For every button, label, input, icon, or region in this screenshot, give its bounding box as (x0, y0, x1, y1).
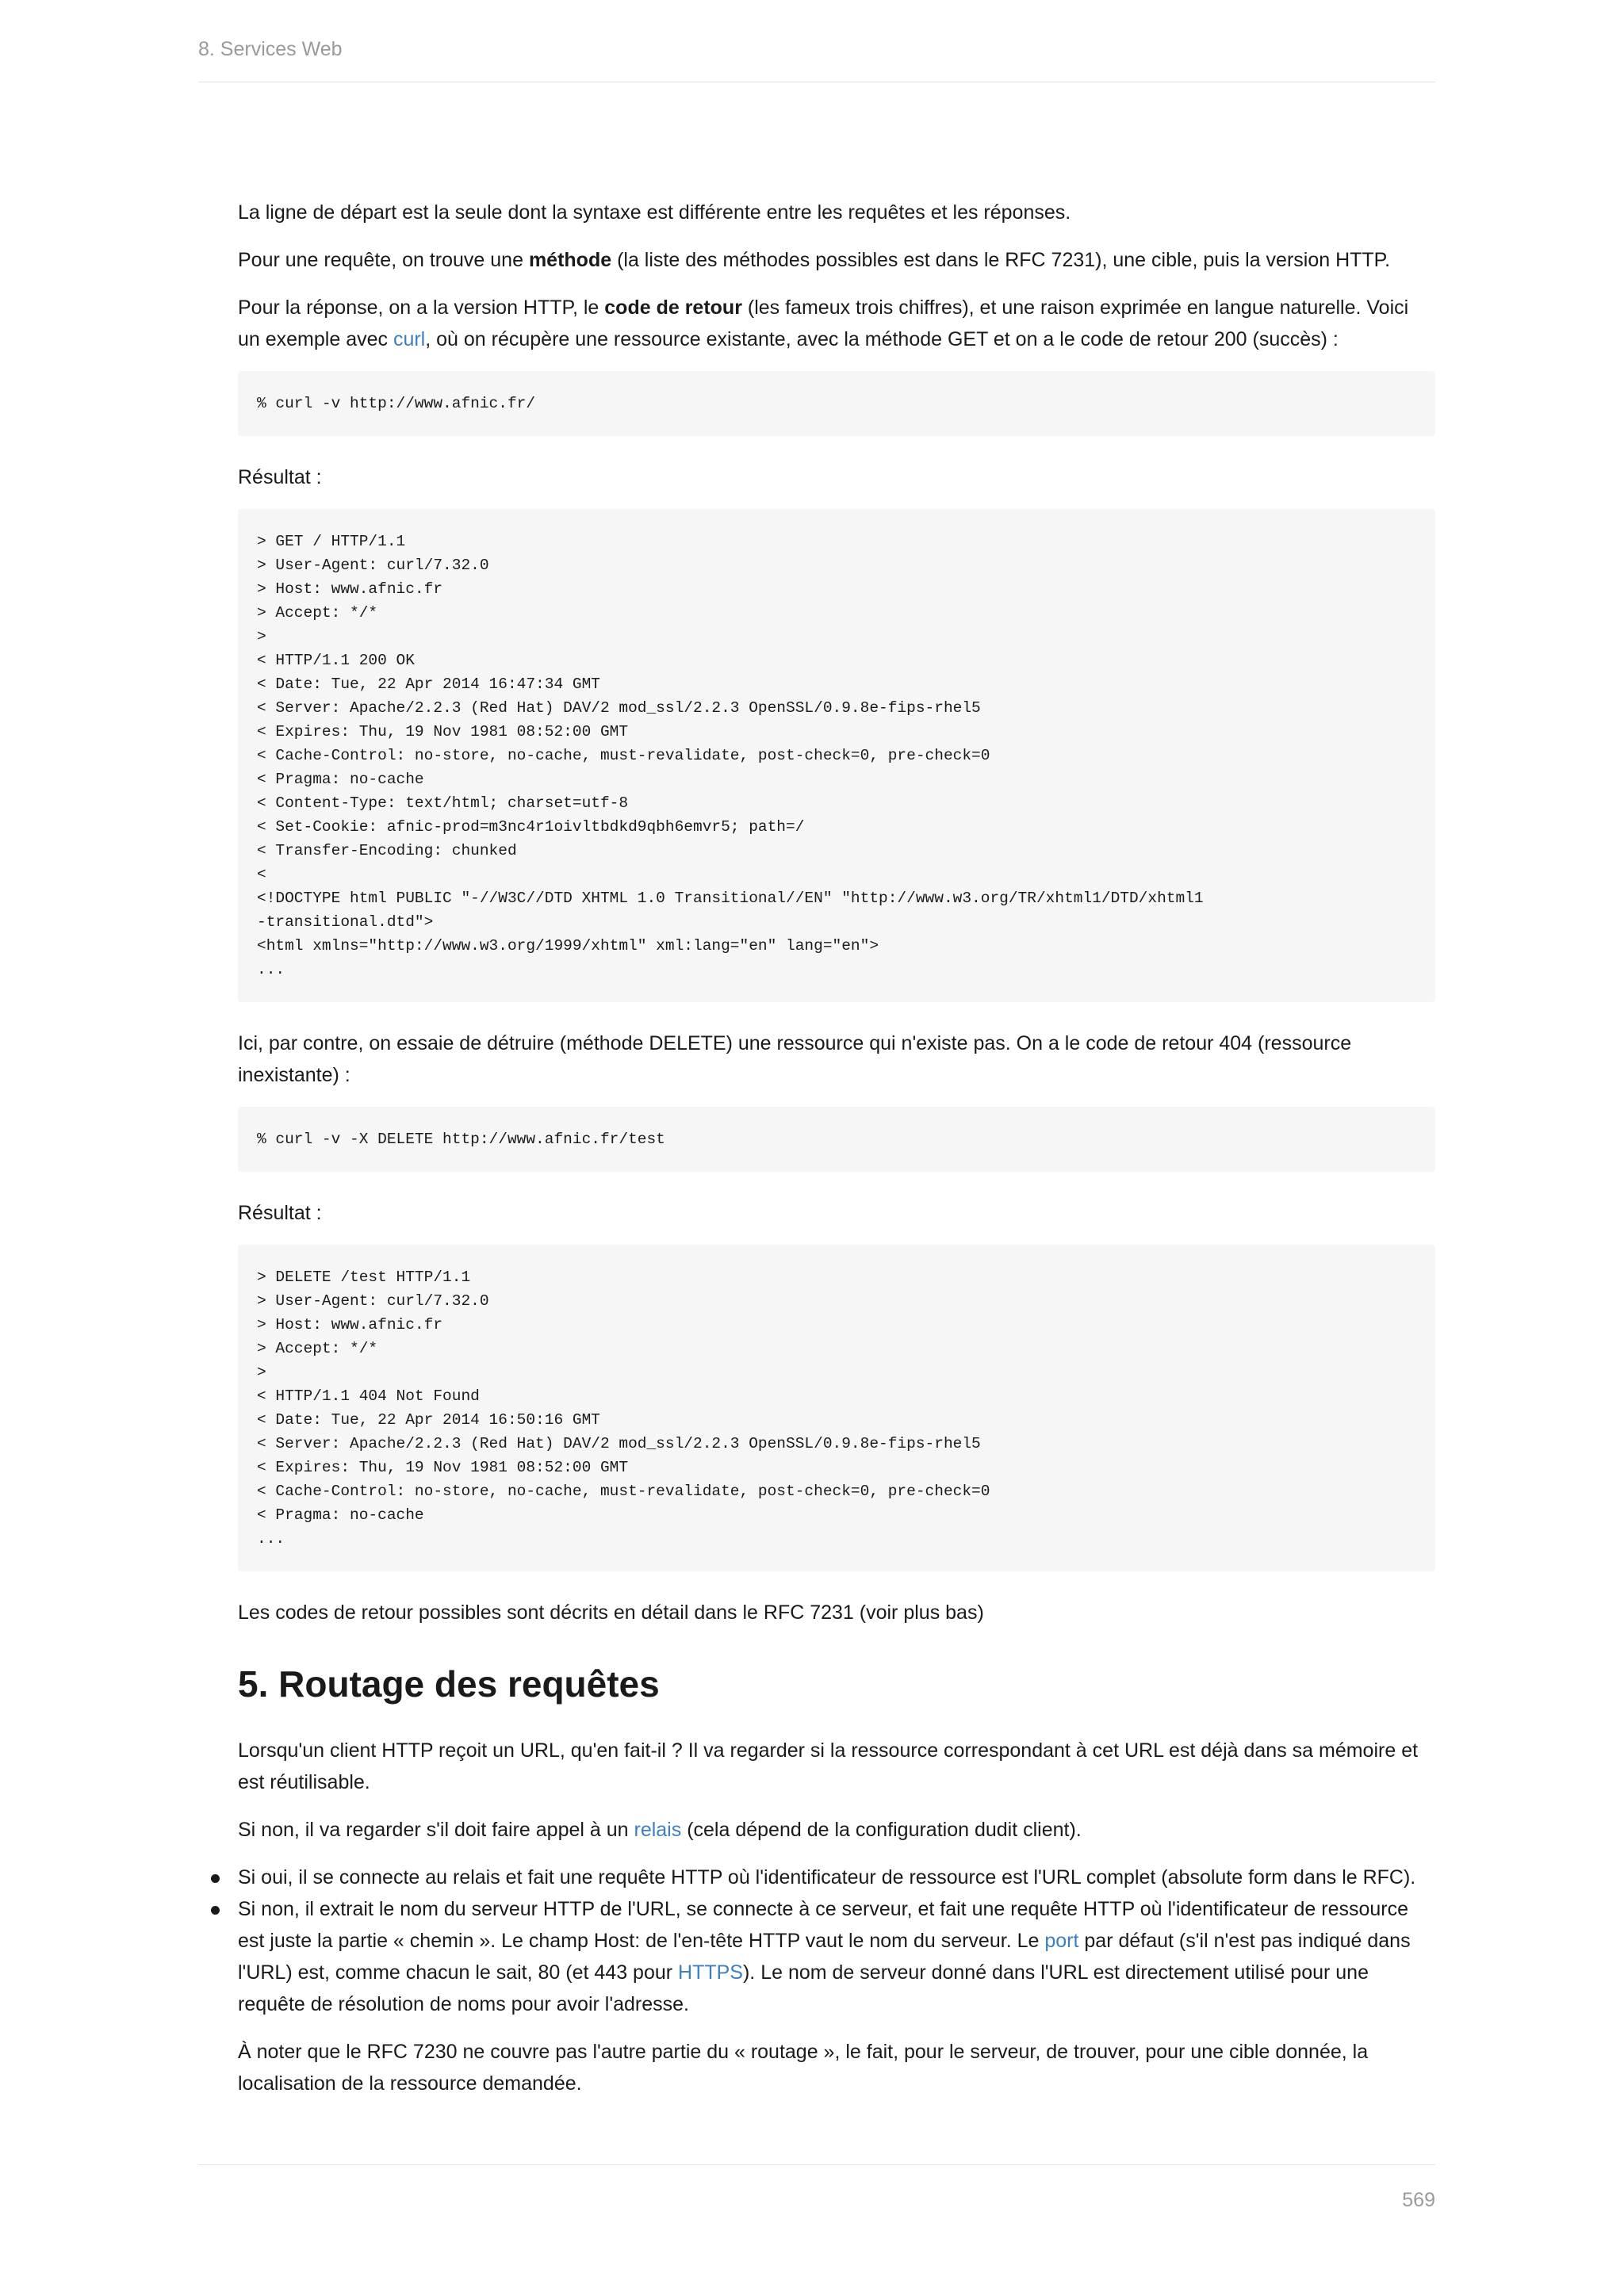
paragraph (238, 292, 1435, 355)
result-label: Résultat : (238, 1202, 322, 1224)
paragraph (238, 1814, 1435, 1846)
paragraph: Les codes de retour possibles sont décrits en détail dans le RFC 7231 (voir plus bas) (238, 1601, 984, 1624)
code-block (238, 1245, 1435, 1571)
list-item (238, 1893, 1435, 2020)
running-footer (198, 2164, 1435, 2212)
code-line: > Accept: */* (257, 604, 378, 622)
code-line: < Date: Tue, 22 Apr 2014 16:50:16 GMT (257, 1411, 600, 1429)
page-content (238, 197, 1435, 2115)
code-line: > Host: www.afnic.fr (257, 580, 443, 598)
code-line: < Expires: Thu, 19 Nov 1981 08:52:00 GMT (257, 1459, 629, 1476)
text-run: (les fameux trois chiffres), et une raison exprimée en langue naturelle. Voici un exemple avec (238, 297, 1409, 350)
code-line: > DELETE /test HTTP/1.1 (257, 1269, 471, 1286)
text-run: Si oui, il se connecte au relais et fait une requête HTTP où l'identificateur de ressource est l'URL complet (absolute form dans le RFC). (238, 1866, 1416, 1888)
code-line: < Date: Tue, 22 Apr 2014 16:47:34 GMT (257, 675, 600, 693)
code-line: > Accept: */* (257, 1340, 378, 1357)
code-line: > User-Agent: curl/7.32.0 (257, 557, 489, 574)
section-heading: 5. Routage des requêtes (238, 1663, 660, 1705)
code-line: < Expires: Thu, 19 Nov 1981 08:52:00 GMT (257, 723, 629, 740)
code-line: < Pragma: no-cache (257, 771, 424, 788)
bold-term: méthode (528, 249, 612, 271)
code-block (238, 509, 1435, 1002)
bold-term: code de retour (604, 297, 742, 319)
code-line: > Host: www.afnic.fr (257, 1316, 443, 1334)
list-item (238, 1862, 1435, 1893)
code-line: > User-Agent: curl/7.32.0 (257, 1292, 489, 1310)
page-number: 569 (1402, 2189, 1435, 2211)
code-line: < Transfer-Encoding: chunked (257, 842, 517, 859)
code-line: ... (257, 961, 285, 978)
bullet-icon (211, 1906, 220, 1915)
text-run: par défaut (s'il n'est pas indiqué dans l'URL) est, comme chacun le sait, 80 (et 443 pour (238, 1930, 1411, 1984)
code-line: < Cache-Control: no-store, no-cache, must-revalidate, post-check=0, pre-check=0 (257, 1483, 990, 1500)
paragraph: Lorsqu'un client HTTP reçoit un URL, qu'en fait-il ? Il va regarder si la ressource correspondant à cet URL est déjà dans sa mémoire et est réutilisable. (238, 1739, 1419, 1793)
paragraph: La ligne de départ est la seule dont la syntaxe est différente entre les requêtes et les réponses. (238, 201, 1071, 224)
text-run: Si non, il va regarder s'il doit faire appel à un (238, 1819, 634, 1841)
text-run: , où on récupère une ressource existante, avec la méthode GET et on a le code de retour 200 (succès) : (425, 328, 1339, 350)
code-line: < Server: Apache/2.2.3 (Red Hat) DAV/2 mod_ssl/2.2.3 OpenSSL/0.9.8e-fips-rhel5 (257, 699, 981, 717)
code-line: < Content-Type: text/html; charset=utf-8 (257, 794, 629, 812)
paragraph (238, 244, 1435, 276)
paragraph: À noter que le RFC 7230 ne couvre pas l'autre partie du « routage », le fait, pour le serveur, de trouver, pour une cible donnée, la localisation de la ressource demandée. (238, 2041, 1369, 2095)
code-block (238, 1107, 1435, 1172)
port-link[interactable]: port (1044, 1930, 1079, 1952)
code-line: < Set-Cookie: afnic-prod=m3nc4r1oivltbdkd9qbh6emvr5; path=/ (257, 818, 805, 836)
code-line: > (257, 1364, 266, 1381)
code-block (238, 371, 1435, 436)
text-run: ). Le nom de serveur donné dans l'URL est directement utilisé pour une requête de résolution de noms pour avoir l'adresse. (238, 1961, 1369, 2015)
code-line: < (257, 866, 266, 883)
result-label: Résultat : (238, 466, 322, 488)
code-line: > (257, 628, 266, 645)
code-line: % curl -v -X DELETE http://www.afnic.fr/test (257, 1131, 665, 1148)
text-run: Si non, il extrait le nom du serveur HTTP de l'URL, se connecte à ce serveur, et fait une requête HTTP où l'identificateur de ressource est juste la partie « chemin ». Le champ Host: de l'en-tête HTTP vaut le nom du serveur. Le (238, 1898, 1409, 1952)
code-line: % curl -v http://www.afnic.fr/ (257, 395, 536, 412)
paragraph: Ici, par contre, on essaie de détruire (méthode DELETE) une ressource qui n'existe pas. On a le code de retour 404 (ressource inexistante) : (238, 1032, 1352, 1086)
text-run: (la liste des méthodes possibles est dans le RFC 7231), une cible, puis la version HTTP. (611, 249, 1391, 271)
code-line: ... (257, 1530, 285, 1548)
code-line: < Server: Apache/2.2.3 (Red Hat) DAV/2 mod_ssl/2.2.3 OpenSSL/0.9.8e-fips-rhel5 (257, 1435, 981, 1452)
bullet-icon (211, 1874, 220, 1883)
text-run: (cela dépend de la configuration dudit client). (681, 1819, 1082, 1841)
https-link[interactable]: HTTPS (678, 1961, 743, 1984)
text-run: Pour la réponse, on a la version HTTP, le (238, 297, 605, 319)
bullet-list (238, 1862, 1435, 2020)
code-line: > GET / HTTP/1.1 (257, 533, 406, 550)
code-line: <!DOCTYPE html PUBLIC "-//W3C//DTD XHTML 1.0 Transitional//EN" "http://www.w3.org/TR/xhtml1/DTD/xhtml1 (257, 890, 1204, 907)
code-line: < Pragma: no-cache (257, 1506, 424, 1524)
chapter-title: 8. Services Web (198, 38, 343, 60)
code-line: <html xmlns="http://www.w3.org/1999/xhtml" xml:lang="en" lang="en"> (257, 937, 879, 955)
code-line: < HTTP/1.1 200 OK (257, 652, 415, 669)
code-line: < Cache-Control: no-store, no-cache, must-revalidate, post-check=0, pre-check=0 (257, 747, 990, 764)
running-header (198, 38, 1435, 82)
code-line: -transitional.dtd"> (257, 913, 434, 931)
relais-link[interactable]: relais (634, 1819, 682, 1841)
curl-link[interactable]: curl (393, 328, 426, 350)
text-run: Pour une requête, on trouve une (238, 249, 529, 271)
code-line: < HTTP/1.1 404 Not Found (257, 1387, 480, 1405)
